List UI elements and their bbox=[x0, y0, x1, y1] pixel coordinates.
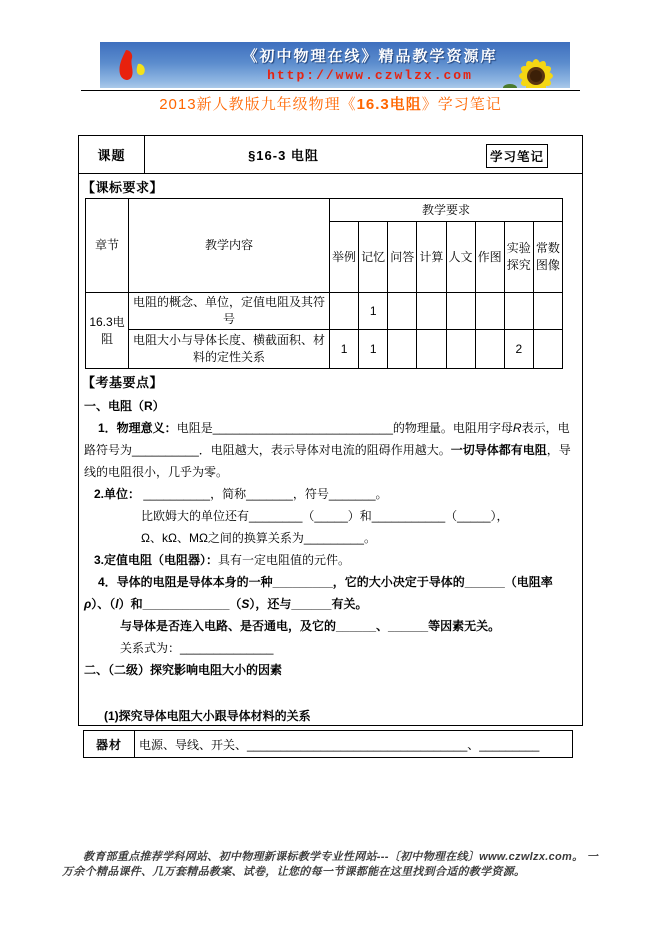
value-cell bbox=[417, 330, 446, 369]
value-cell bbox=[504, 293, 533, 330]
requirements-table bbox=[85, 198, 563, 369]
lesson-header-row bbox=[79, 136, 582, 174]
col-header-content: 教学内容 bbox=[129, 199, 330, 293]
para-formula: 关系式为：______________ bbox=[120, 641, 274, 655]
worksheet-box bbox=[78, 135, 583, 752]
site-banner bbox=[100, 42, 570, 88]
col-header-req: 作图 bbox=[475, 222, 504, 293]
banner-site-url: http://www.czwlzx.com bbox=[267, 68, 473, 83]
equipment-value: 电源、导线、开关、_________________________________、_________ bbox=[135, 731, 573, 758]
para-resistance-property: 4．导体的电阻是导体本身的一种_________，它的大小决定于导体的______（电阻率ρ）、（l）和_____________（S），还与______有关。 bbox=[84, 575, 553, 611]
value-cell bbox=[388, 330, 417, 369]
table-row bbox=[86, 330, 563, 369]
site-logo-icon bbox=[112, 46, 160, 86]
value-cell: 1 bbox=[359, 330, 388, 369]
section-exam-points-heading: 【考基要点】 bbox=[82, 375, 164, 390]
para-fixed-resistor: 3.定值电阻（电阻器）：具有一定电阻值的元件。 bbox=[94, 553, 351, 567]
col-header-chapter: 章节 bbox=[86, 199, 129, 293]
col-header-req: 计算 bbox=[417, 222, 446, 293]
para-experiment-1: (1)探究导体电阻大小跟导体材料的关系 bbox=[104, 709, 311, 723]
value-cell bbox=[446, 293, 475, 330]
page-title: 2013新人教版九年级物理《16.3电阻》学习笔记 bbox=[159, 96, 502, 113]
para-unrelated-factors: 与导体是否连入电路、是否通电，及它的______、______等因素无关。 bbox=[120, 619, 501, 633]
value-cell: 1 bbox=[359, 293, 388, 330]
value-cell: 2 bbox=[504, 330, 533, 369]
value-cell bbox=[388, 293, 417, 330]
col-header-req: 记忆 bbox=[359, 222, 388, 293]
col-group-header: 教学要求 bbox=[330, 199, 563, 222]
para-physical-meaning: 1．物理意义：电阻是___________________________的物理量。电阻用字母R表示，电路符号为__________．电阻越大，表示导体对电流的阻碍作用越大。一切导体都有电阻，导线的电阻很小，几乎为零。 bbox=[84, 421, 571, 479]
equipment-table bbox=[83, 730, 573, 758]
table-row bbox=[84, 731, 573, 758]
value-cell bbox=[475, 330, 504, 369]
value-cell: 1 bbox=[330, 330, 359, 369]
table-row bbox=[86, 293, 563, 330]
value-cell bbox=[446, 330, 475, 369]
lesson-label: 课题 bbox=[79, 136, 145, 173]
col-header-req: 问答 bbox=[388, 222, 417, 293]
heading-experiment: 二、（二级）探究影响电阻大小的因素 bbox=[84, 663, 283, 677]
section-curriculum-heading: 【课标要求】 bbox=[82, 180, 164, 195]
col-header-req: 人文 bbox=[446, 222, 475, 293]
content-cell: 电阻的概念、单位，定值电阻及其符号 bbox=[129, 293, 330, 330]
lesson-title: §16-3 电阻 bbox=[248, 148, 319, 163]
value-cell bbox=[417, 293, 446, 330]
divider bbox=[81, 90, 580, 91]
value-cell bbox=[533, 293, 562, 330]
equipment-label: 器材 bbox=[84, 731, 135, 758]
col-header-req: 常数图像 bbox=[533, 222, 562, 293]
footer-note: 教育部重点推荐学科网站、初中物理新课标教学专业性网站---〔初中物理在线〕www.czwlzx.com。 一万余个精品课件、几万套精品教案、试卷，让您的每一节课都能在这里找到合适的教学资源。 bbox=[62, 851, 599, 878]
sunflower-icon bbox=[502, 46, 564, 88]
table-row bbox=[86, 199, 563, 222]
banner-site-title: 《初中物理在线》精品教学资源库 bbox=[242, 49, 498, 65]
heading-resistance: 一、电阻（R） bbox=[84, 399, 165, 413]
exam-points-content bbox=[79, 393, 582, 727]
col-header-req: 举例 bbox=[330, 222, 359, 293]
study-notes-badge: 学习笔记 bbox=[486, 144, 548, 168]
chapter-cell: 16.3电阻 bbox=[86, 293, 129, 369]
value-cell bbox=[475, 293, 504, 330]
value-cell bbox=[330, 293, 359, 330]
para-unit: 2.单位： __________，简称_______，符号_______。 bbox=[94, 487, 388, 501]
para-unit-larger: 比欧姆大的单位还有________（_____）和___________（_____）， bbox=[141, 509, 509, 523]
content-cell: 电阻大小与导体长度、横截面积、材料的定性关系 bbox=[129, 330, 330, 369]
para-unit-conversion: Ω、kΩ、MΩ之间的换算关系为_________。 bbox=[141, 531, 376, 545]
col-header-req: 实验探究 bbox=[504, 222, 533, 293]
value-cell bbox=[533, 330, 562, 369]
